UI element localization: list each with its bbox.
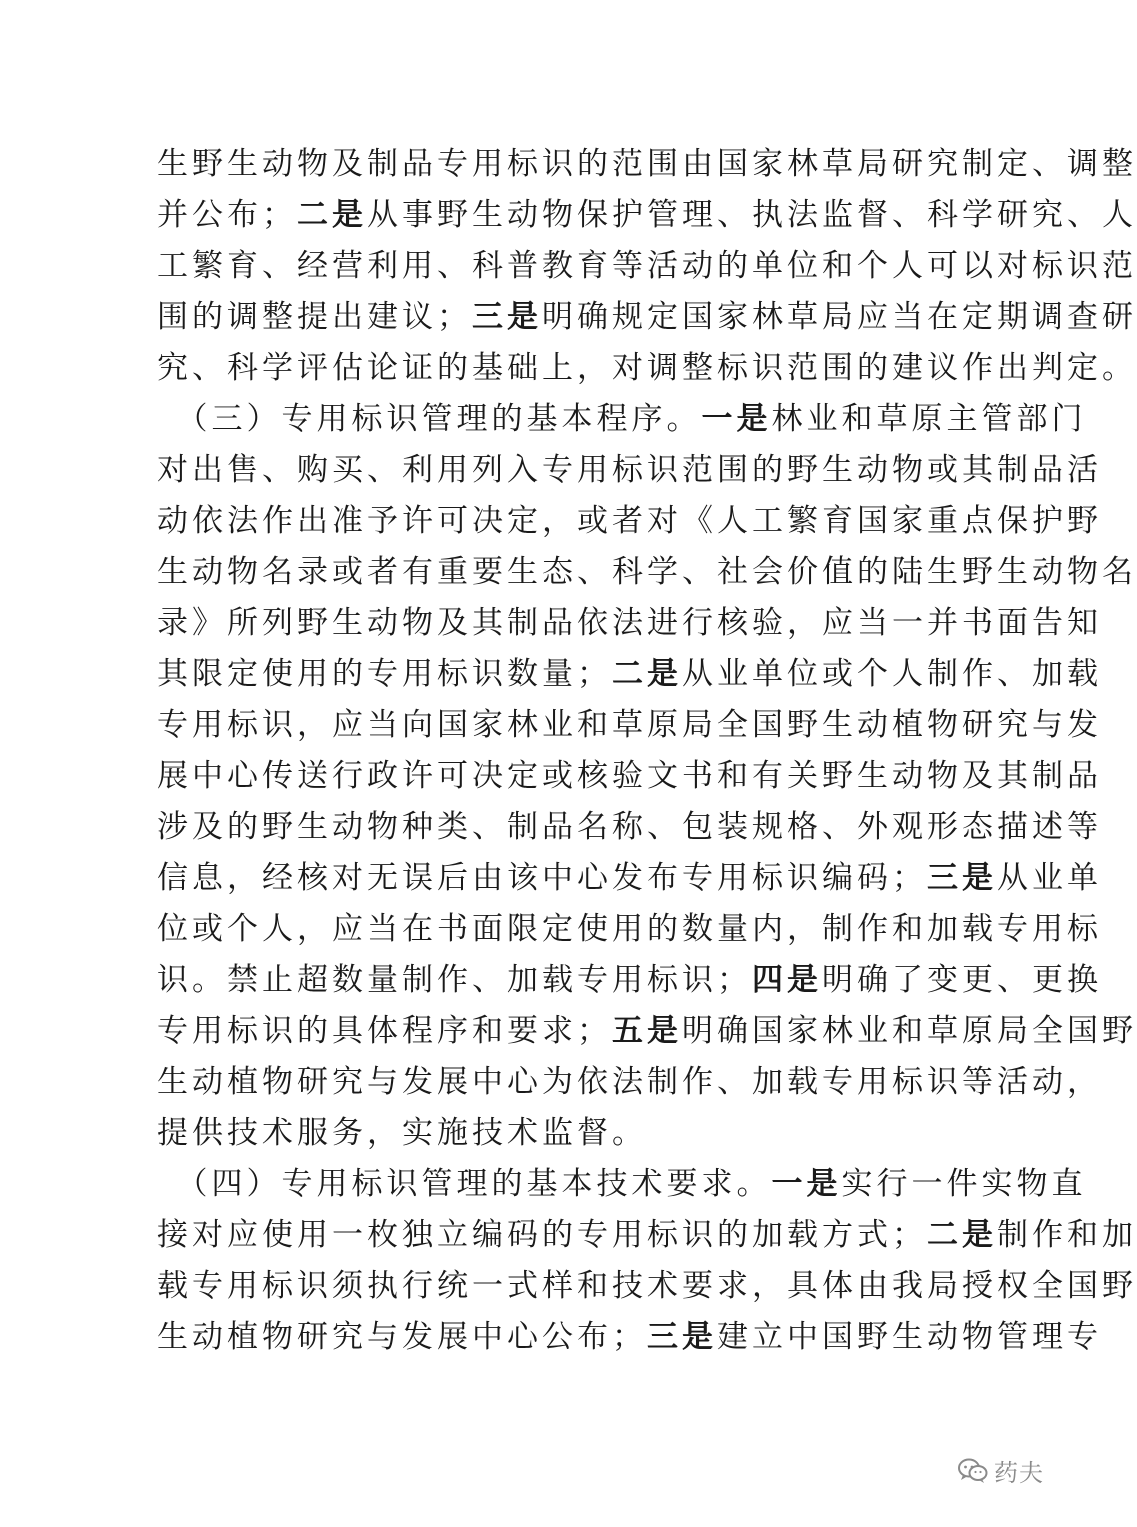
- text-line: [157, 394, 1087, 445]
- text-segment: 从事野生动物保护管理、执法监督、科学研究、人: [367, 197, 1137, 233]
- emphasis-text: 五是: [612, 1013, 682, 1049]
- text-line: [157, 496, 1102, 547]
- text-segment: （四）专用标识管理的基本技术要求。: [157, 1166, 772, 1202]
- text-segment: 生动植物研究与发展中心为依法制作、加载专用标识等活动，: [157, 1064, 1102, 1100]
- text-line: [157, 853, 1102, 904]
- text-segment: 实行一件实物直: [841, 1166, 1087, 1202]
- text-segment: 展中心传送行政许可决定或核验文书和有关野生动物及其制品: [157, 758, 1102, 794]
- emphasis-text: 二是: [612, 656, 682, 692]
- text-line: [157, 802, 1102, 853]
- text-line: [157, 1210, 1137, 1261]
- text-segment: 明确规定国家林草局应当在定期调查研: [542, 299, 1137, 335]
- text-line: [157, 1057, 1102, 1108]
- text-segment: 明确国家林业和草原局全国野: [682, 1013, 1137, 1049]
- text-segment: 制作和加: [997, 1217, 1137, 1253]
- text-line: [157, 598, 1102, 649]
- text-segment: 并公布；: [157, 197, 297, 233]
- text-segment: 提供技术服务，实施技术监督。: [157, 1115, 647, 1151]
- text-segment: 其限定使用的专用标识数量；: [157, 656, 612, 692]
- text-segment: 接对应使用一枚独立编码的专用标识的加载方式；: [157, 1217, 927, 1253]
- text-line: [157, 343, 1137, 394]
- text-line: [157, 292, 1137, 343]
- text-segment: （三）专用标识管理的基本程序。: [157, 401, 702, 437]
- text-segment: 建立中国野生动物管理专: [717, 1319, 1102, 1355]
- text-line: [157, 649, 1102, 700]
- text-segment: 位或个人，应当在书面限定使用的数量内，制作和加载专用标: [157, 911, 1102, 947]
- text-segment: 从业单位或个人制作、加载: [682, 656, 1102, 692]
- text-line: [157, 1108, 927, 1159]
- emphasis-text: 三是: [647, 1319, 717, 1355]
- text-line: [157, 700, 1102, 751]
- watermark: [958, 1453, 1044, 1488]
- emphasis-text: 三是: [927, 860, 997, 896]
- text-line: [157, 547, 1137, 598]
- watermark-text: 药夫: [994, 1459, 1044, 1487]
- emphasis-text: 一是: [701, 401, 772, 437]
- text-line: [157, 445, 1102, 496]
- text-segment: 对出售、购买、利用列入专用标识范围的野生动物或其制品活: [157, 452, 1102, 488]
- text-segment: 动依法作出准予许可决定，或者对《人工繁育国家重点保护野: [157, 503, 1102, 539]
- text-segment: 识。禁止超数量制作、加载专用标识；: [157, 962, 752, 998]
- text-line: [157, 1261, 1137, 1312]
- text-segment: 录》所列野生动物及其制品依法进行核验，应当一并书面告知: [157, 605, 1102, 641]
- text-line: [157, 190, 1137, 241]
- text-segment: 载专用标识须执行统一式样和技术要求，具体由我局授权全国野: [157, 1268, 1137, 1304]
- emphasis-text: 四是: [752, 962, 822, 998]
- emphasis-text: 二是: [297, 197, 367, 233]
- text-segment: 生动植物研究与发展中心公布；: [157, 1319, 647, 1355]
- emphasis-text: 一是: [771, 1166, 842, 1202]
- text-line: [157, 751, 1102, 802]
- emphasis-text: 二是: [927, 1217, 997, 1253]
- text-segment: 工繁育、经营利用、科普教育等活动的单位和个人可以对标识范: [157, 248, 1137, 284]
- text-segment: 围的调整提出建议；: [157, 299, 472, 335]
- text-segment: 生动物名录或者有重要生态、科学、社会价值的陆生野生动物名: [157, 554, 1137, 590]
- text-line: [157, 241, 1137, 292]
- text-segment: 林业和草原主管部门: [771, 401, 1087, 437]
- text-line: [157, 904, 1102, 955]
- text-segment: 生野生动物及制品专用标识的范围由国家林草局研究制定、调整: [157, 146, 1137, 182]
- text-line: [157, 1312, 1102, 1363]
- text-segment: 专用标识的具体程序和要求；: [157, 1013, 612, 1049]
- text-segment: 究、科学评估论证的基础上，对调整标识范围的建议作出判定。: [157, 350, 1137, 386]
- text-segment: 信息，经核对无误后由该中心发布专用标识编码；: [157, 860, 927, 896]
- text-segment: 明确了变更、更换: [822, 962, 1102, 998]
- document-body: [157, 139, 1137, 1363]
- text-segment: 专用标识，应当向国家林业和草原局全国野生动植物研究与发: [157, 707, 1102, 743]
- text-line: [157, 1006, 1137, 1057]
- text-segment: 涉及的野生动物种类、制品名称、包装规格、外观形态描述等: [157, 809, 1102, 845]
- wechat-icon: [958, 1458, 988, 1484]
- emphasis-text: 三是: [472, 299, 542, 335]
- text-line: [157, 955, 1102, 1006]
- text-segment: 从业单: [997, 860, 1102, 896]
- text-line: [157, 1159, 1087, 1210]
- text-line: [157, 139, 1137, 190]
